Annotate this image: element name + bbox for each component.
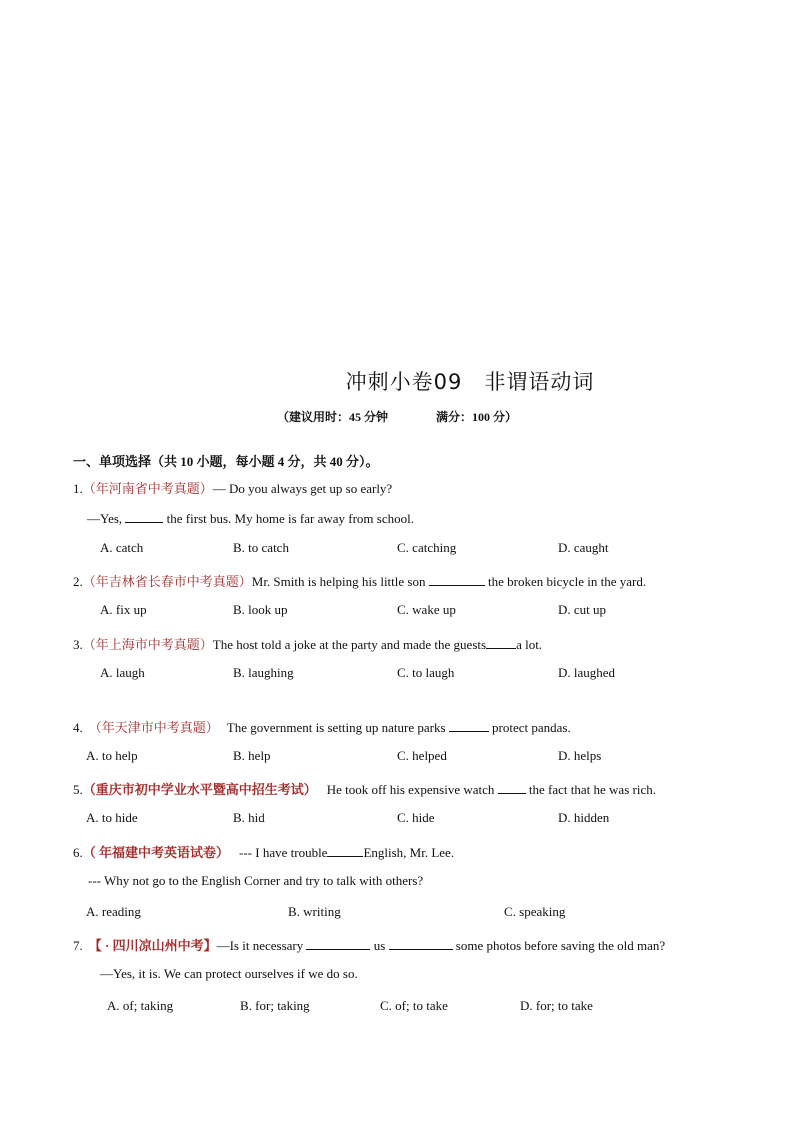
question-1 [73, 478, 392, 497]
question-number: 3. [73, 637, 83, 652]
option-c: C. catching [397, 540, 457, 555]
exam-meta [0, 408, 794, 425]
option-b: B. laughing [233, 665, 294, 680]
question-stem: a lot. [516, 637, 543, 652]
answer-blank [486, 636, 516, 649]
option-a: A. to help [86, 748, 138, 763]
question-4 [73, 717, 571, 736]
option-c: C. helped [397, 748, 447, 763]
answer-blank [389, 937, 453, 950]
question-number: 2. [73, 574, 83, 589]
question-7 [73, 935, 665, 954]
option-c: C. wake up [397, 602, 456, 617]
suggested-time: （建议用时：45 分钟 [276, 410, 388, 424]
option-c: C. speaking [504, 904, 566, 919]
answer-blank [125, 510, 163, 523]
question-source: （重庆市初中学业水平暨高中招生考试） [82, 782, 317, 797]
option-d: D. caught [558, 540, 609, 555]
question-stem: the fact that he was rich. [525, 782, 656, 797]
option-a: A. catch [100, 540, 144, 555]
option-b: B. help [233, 748, 271, 763]
question-source: （年天津市中考真题） [88, 720, 219, 735]
question-number: 7. [73, 938, 83, 953]
option-b: B. to catch [233, 540, 289, 555]
answer-blank [306, 937, 370, 950]
option-b: B. hid [233, 810, 265, 825]
question-stem: —Is it necessary [216, 938, 307, 953]
question-stem: English, Mr. Lee. [363, 845, 455, 860]
question-7-line2: —Yes, it is. We can protect ourselves if we do so. [100, 966, 358, 981]
question-source: （年吉林省长春市中考真题） [82, 574, 252, 589]
question-number: 4. [73, 720, 83, 735]
question-stem: The government is setting up nature parks [226, 720, 449, 735]
question-stem: --- I have trouble [239, 845, 328, 860]
question-stem: Mr. Smith is helping his little son [251, 574, 429, 589]
option-d: D. hidden [558, 810, 610, 825]
option-a: A. reading [86, 904, 141, 919]
question-source: （年河南省中考真题） [82, 481, 213, 496]
question-stem: some photos before saving the old man? [452, 938, 666, 953]
question-3 [73, 634, 542, 653]
question-5 [73, 779, 656, 798]
option-b: B. look up [233, 602, 288, 617]
answer-blank [429, 573, 485, 586]
option-a: A. of; taking [107, 998, 174, 1013]
question-number: 1. [73, 481, 83, 496]
question-source: （ 年福建中考英语试卷） [82, 845, 230, 860]
option-d: D. for; to take [520, 998, 593, 1013]
question-stem: — Do you always get up so early? [212, 481, 393, 496]
question-6 [73, 842, 454, 861]
answer-text: —Yes, [87, 511, 126, 526]
question-stem: The host told a joke at the party and made the guests [212, 637, 487, 652]
question-stem: the broken bicycle in the yard. [484, 574, 647, 589]
question-1-line2 [87, 510, 414, 527]
option-d: D. laughed [558, 665, 616, 680]
question-number: 6. [73, 845, 83, 860]
option-c: C. to laugh [397, 665, 455, 680]
option-d: D. cut up [558, 602, 607, 617]
section-heading: 一、单项选择（共 10 小题，每小题 4 分，共 40 分）。 [73, 454, 379, 469]
question-source: （年上海市中考真题） [82, 637, 213, 652]
option-b: B. for; taking [240, 998, 310, 1013]
option-a: A. fix up [100, 602, 147, 617]
question-stem: us [370, 938, 389, 953]
option-a: A. laugh [100, 665, 145, 680]
page-title: 冲刺小卷09 非谓语动词 [345, 370, 595, 394]
option-d: D. helps [558, 748, 602, 763]
option-a: A. to hide [86, 810, 138, 825]
option-b: B. writing [288, 904, 341, 919]
question-stem: protect pandas. [488, 720, 571, 735]
question-number: 5. [73, 782, 83, 797]
question-source: 【 · 四川凉山州中考】 [88, 938, 217, 953]
option-c: C. hide [397, 810, 435, 825]
option-c: C. of; to take [380, 998, 448, 1013]
answer-blank [449, 719, 489, 732]
answer-blank [498, 781, 526, 794]
answer-text: the first bus. My home is far away from school. [163, 511, 414, 526]
question-2 [73, 571, 646, 590]
full-score: 满分：100 分） [436, 410, 518, 424]
answer-blank [327, 844, 363, 857]
question-stem: He took off his expensive watch [326, 782, 498, 797]
question-6-line2: --- Why not go to the English Corner and try to talk with others? [88, 873, 424, 888]
